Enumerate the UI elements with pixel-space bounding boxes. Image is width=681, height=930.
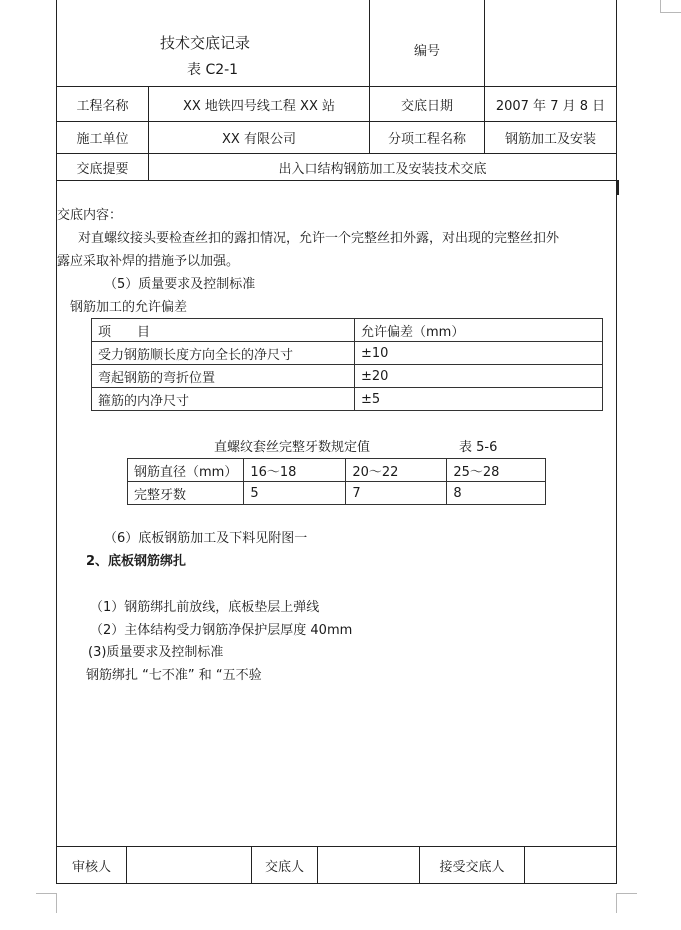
corner-mark-top-right-h bbox=[660, 12, 681, 13]
thread-table bbox=[127, 458, 546, 505]
subproject-value: 钢筋加工及安装 bbox=[504, 132, 596, 147]
unit-label: 施工单位 bbox=[76, 132, 129, 147]
corner-mark-bottom-right-v bbox=[616, 893, 617, 913]
table-cell: 钢筋直径（mm） bbox=[128, 459, 244, 482]
table-cell: 箍筋的内净尺寸 bbox=[92, 388, 355, 411]
table-cell: ±10 bbox=[355, 342, 603, 365]
info-edge-tick bbox=[616, 180, 619, 195]
date-value: 2007 年 7 月 8 日 bbox=[495, 98, 606, 114]
tolerance-table-title: 钢筋加工的允许偏差 bbox=[70, 300, 188, 315]
content-paragraph-line2: 露应采取补焊的措施予以加强。 bbox=[57, 254, 240, 269]
table-cell: 完整牙数 bbox=[128, 482, 244, 505]
step-1-text: （1）钢筋绑扎前放线，底板垫层上弹线 bbox=[90, 600, 320, 615]
discloser-signature bbox=[318, 847, 419, 883]
number-value bbox=[485, 0, 616, 86]
thread-table-title: 直螺纹套丝完整牙数规定值 bbox=[214, 440, 371, 455]
table-cell: ±5 bbox=[355, 388, 603, 411]
receiver-signature bbox=[525, 847, 616, 883]
table-row bbox=[92, 365, 603, 388]
footer-bottom-border bbox=[56, 883, 617, 884]
subproject-label: 分项工程名称 bbox=[387, 132, 466, 147]
section-2-heading: 2、底板钢筋绑扎 bbox=[86, 554, 187, 569]
receiver-label: 接受交底人 bbox=[439, 859, 505, 875]
table-cell: 20～22 bbox=[346, 459, 447, 482]
table-header-cell: 项 目 bbox=[92, 319, 355, 342]
project-name-value: XX 地铁四号线工程 XX 站 bbox=[182, 98, 336, 114]
quality-item-heading: （5）质量要求及控制标准 bbox=[104, 277, 256, 292]
table-row bbox=[128, 459, 546, 482]
table-row bbox=[92, 388, 603, 411]
table-cell: 25～28 bbox=[447, 459, 546, 482]
form-code: 表 C2-1 bbox=[187, 62, 239, 78]
discloser-label: 交底人 bbox=[264, 859, 304, 875]
corner-mark-top-right-v bbox=[660, 0, 661, 13]
unit-value: XX 有限公司 bbox=[222, 132, 296, 147]
corner-mark-bottom-left-v bbox=[56, 893, 57, 913]
table-row bbox=[92, 342, 603, 365]
step-2-text: （2）主体结构受力钢筋净保护层厚度 40mm bbox=[90, 623, 353, 638]
item-6-text: （6）底板钢筋加工及下料见附图一 bbox=[104, 531, 308, 546]
reviewer-signature bbox=[127, 847, 251, 883]
summary-value: 出入口结构钢筋加工及安装技术交底 bbox=[278, 161, 487, 177]
table-cell: 5 bbox=[244, 482, 346, 505]
table-header-row bbox=[92, 319, 603, 342]
content-heading: 交底内容： bbox=[57, 208, 123, 223]
form-title: 技术交底记录 bbox=[160, 34, 251, 52]
tolerance-table bbox=[91, 318, 603, 411]
step-3-text: (3)质量要求及控制标准 bbox=[88, 645, 224, 660]
table-cell: 8 bbox=[447, 482, 546, 505]
table-cell: 受力钢筋顺长度方向全长的净尺寸 bbox=[92, 342, 355, 365]
content-paragraph-line1: 对直螺纹接头要检查丝扣的露扣情况，允许一个完整丝扣外露，对出现的完整丝扣外 bbox=[78, 231, 560, 246]
table-header-cell: 允许偏差（mm） bbox=[355, 319, 603, 342]
info-bottom-border bbox=[56, 180, 617, 181]
project-name-label: 工程名称 bbox=[76, 98, 129, 114]
corner-mark-bottom-left-h bbox=[36, 893, 57, 894]
thread-table-number: 表 5-6 bbox=[459, 440, 498, 455]
table-cell: 7 bbox=[346, 482, 447, 505]
number-label: 编号 bbox=[413, 43, 440, 59]
step-4-text: 钢筋绑扎 “七不准” 和 “五不验 bbox=[86, 668, 262, 683]
summary-label: 交底提要 bbox=[76, 161, 129, 177]
date-label: 交底日期 bbox=[400, 98, 453, 114]
reviewer-label: 审核人 bbox=[71, 859, 111, 875]
corner-mark-bottom-right-h bbox=[616, 893, 637, 894]
table-row bbox=[128, 482, 546, 505]
table-cell: 弯起钢筋的弯折位置 bbox=[92, 365, 355, 388]
frame-right-border bbox=[616, 0, 617, 884]
table-cell: 16～18 bbox=[244, 459, 346, 482]
table-cell: ±20 bbox=[355, 365, 603, 388]
